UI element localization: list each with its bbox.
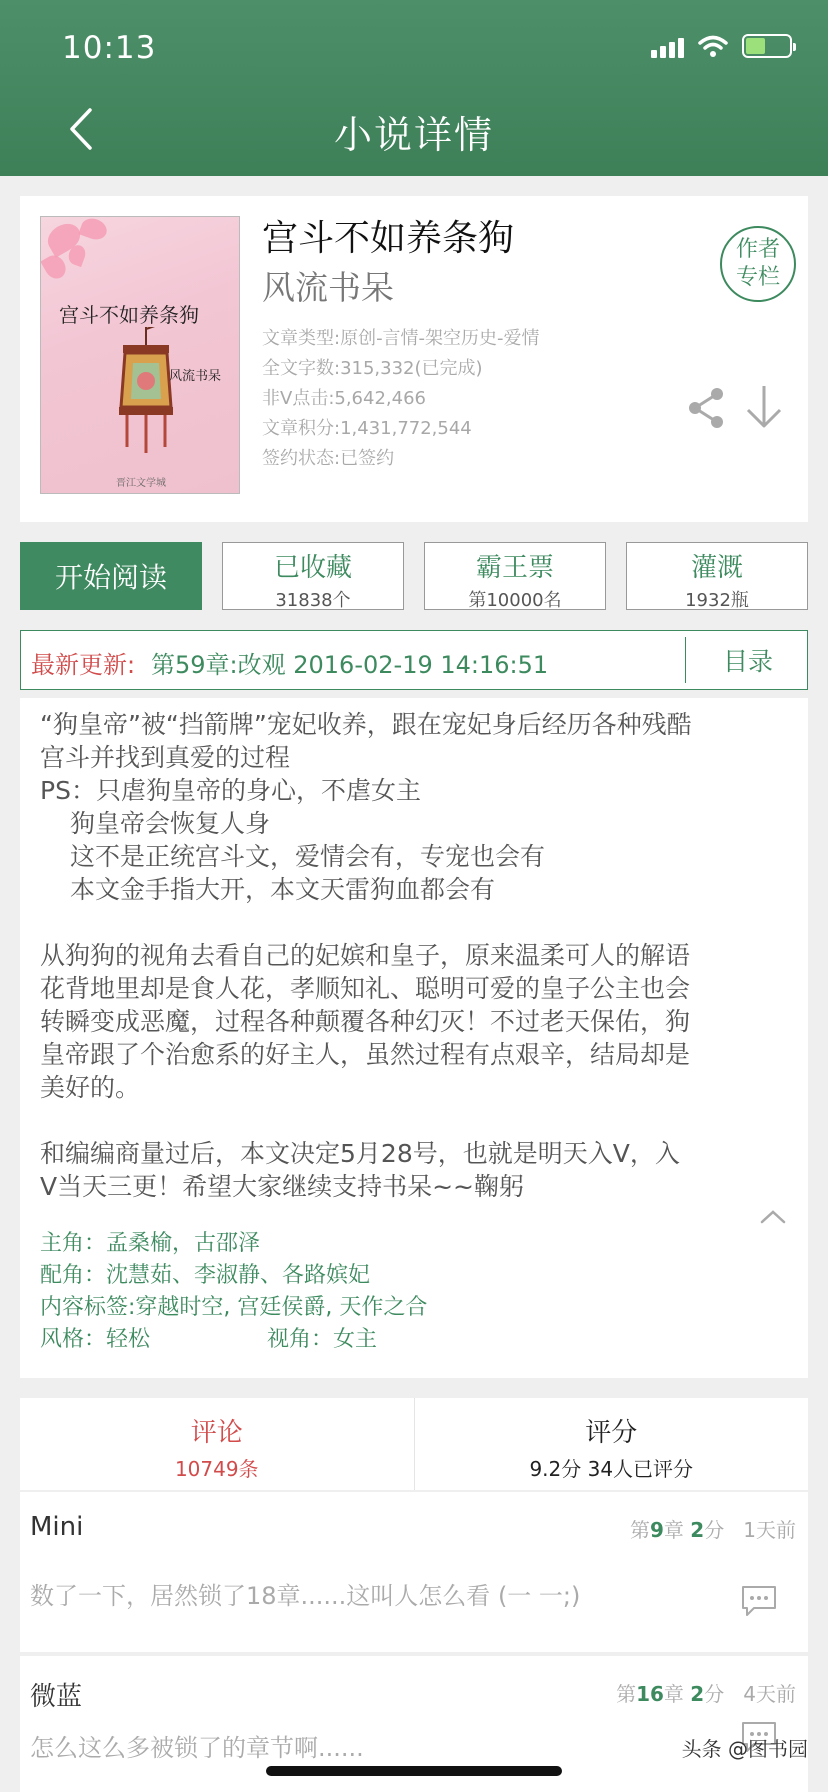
desc-line: 狗皇帝会恢复人身	[70, 809, 271, 838]
style: 风格：轻松	[40, 1327, 151, 1352]
desc-line: 本文金手指大开，本文天雷狗血都会有	[70, 875, 496, 904]
style-perspective-row	[40, 1324, 427, 1356]
divider	[685, 637, 686, 683]
desc-line: 这不是正统宫斗文，爱情会有，专宠也会有	[70, 842, 546, 871]
comment-time: 1天前	[743, 1518, 796, 1542]
favorite-button[interactable]	[222, 542, 404, 610]
favorite-count: 31838个	[275, 590, 351, 611]
latest-update-label: 最新更新:	[31, 651, 136, 679]
comment-meta: 第9章 2分 1天前	[629, 1518, 796, 1542]
tab-comments-label: 评论	[190, 1418, 243, 1448]
comment-text: 数了一下，居然锁了18章......这叫人怎么看 (一 一;)	[30, 1582, 581, 1610]
tab-comments-count: 10749条	[174, 1457, 259, 1481]
irrigate-label: 灌溉	[690, 553, 743, 583]
desc-line: 花背地里却是食人花，孝顺知礼、聪明可爱的皇子公主也会	[40, 974, 691, 1003]
meta-score: 文章积分:1,431,772,544	[262, 418, 472, 439]
desc-line: 和编编商量过后，本文决定5月28号，也就是明天入V，入	[40, 1139, 680, 1168]
comment-text: 怎么这么多被锁了的章节啊......	[30, 1734, 364, 1762]
protagonists: 主角：孟桑榆，古邵泽	[40, 1231, 261, 1256]
author-column-line2: 专栏	[735, 265, 780, 290]
comment-item[interactable]	[20, 1492, 808, 1652]
book-description	[20, 698, 808, 1378]
desc-line: V当天三更！希望大家继续支持书呆~~鞠躬	[40, 1172, 524, 1201]
perspective: 视角：女主	[267, 1327, 378, 1352]
desc-line: 转瞬变成恶魔，过程各种颠覆各种幻灭！不过老天保佑，狗	[40, 1007, 691, 1036]
reply-icon[interactable]	[740, 1584, 778, 1618]
favorite-label: 已收藏	[273, 553, 352, 583]
content-tags: 内容标签:穿越时空, 宫廷侯爵, 天作之合	[40, 1295, 428, 1320]
desc-line: “狗皇帝”被“挡箭牌”宠妃收养，跟在宠妃身后经历各种残酷	[40, 710, 692, 739]
comment-user[interactable]: 微蓝	[30, 1682, 83, 1712]
battery-icon	[742, 34, 792, 58]
book-cover[interactable]	[40, 216, 240, 494]
book-tags	[40, 1228, 427, 1356]
book-meta	[262, 324, 540, 474]
tab-rating-label: 评分	[585, 1418, 638, 1448]
share-icon[interactable]	[686, 386, 726, 430]
author-column-line1: 作者	[735, 237, 780, 262]
bawang-ticket-button[interactable]	[424, 542, 606, 610]
comment-time: 4天前	[743, 1682, 796, 1706]
book-title: 宫斗不如养条狗	[262, 218, 515, 259]
irrigate-count: 1932瓶	[685, 590, 749, 611]
signal-icon	[651, 34, 684, 58]
table-of-contents-button[interactable]: 目录	[722, 647, 773, 676]
download-icon[interactable]	[744, 382, 784, 432]
tab-rating[interactable]	[414, 1398, 809, 1490]
desc-line: 皇帝跟了个治愈系的好主人，虽然过程有点艰辛，结局却是	[40, 1040, 691, 1069]
page-title: 小说详情	[333, 113, 494, 157]
latest-update-bar	[20, 630, 808, 690]
top-bar	[0, 0, 828, 176]
tab-comments[interactable]	[20, 1398, 414, 1490]
bawang-label: 霸王票	[475, 553, 554, 583]
cover-publisher: 晋江文学城	[116, 478, 166, 489]
desc-line: PS：只虐狗皇帝的身心，不虐女主	[40, 776, 421, 805]
comment-rating-tabs	[20, 1398, 808, 1490]
author-column-button[interactable]	[720, 226, 796, 302]
meta-sign-status: 签约状态:已签约	[262, 448, 395, 469]
chevron-up-icon[interactable]	[758, 1206, 788, 1226]
comment-meta: 第16章 2分 4天前	[616, 1682, 796, 1706]
irrigate-button[interactable]	[626, 542, 808, 610]
wifi-icon	[698, 34, 728, 58]
desc-line: 从狗狗的视角去看自己的妃嫔和皇子，原来温柔可人的解语	[40, 941, 691, 970]
meta-type: 文章类型:原创-言情-架空历史-爱情	[262, 328, 540, 349]
desc-line: 宫斗并找到真爱的过程	[40, 743, 291, 772]
latest-chapter-link[interactable]: 第59章:改观 2016-02-19 14:16:51	[151, 651, 549, 679]
bawang-rank: 第10000名	[468, 590, 562, 611]
meta-clicks: 非V点击:5,642,466	[262, 388, 426, 409]
lantern-icon	[111, 327, 181, 457]
book-info-card	[20, 196, 808, 522]
meta-word-count: 全文字数:315,332(已完成)	[262, 358, 483, 379]
tab-rating-summary: 9.2分 34人已评分	[529, 1457, 694, 1481]
comment-user[interactable]: Mini	[30, 1512, 84, 1542]
watermark: 头条 @图书园	[681, 1737, 808, 1761]
cover-title: 宫斗不如养条狗	[59, 303, 199, 327]
status-time: 10:13	[62, 30, 157, 66]
desc-line: 美好的。	[40, 1073, 141, 1102]
home-indicator[interactable]	[266, 1766, 562, 1776]
supporting-roles: 配角：沈慧茹、李淑静、各路嫔妃	[40, 1263, 371, 1288]
start-reading-button[interactable]: 开始阅读	[20, 542, 202, 610]
cover-author: 风流书呆	[169, 369, 222, 384]
status-icons	[651, 34, 792, 58]
book-author[interactable]: 风流书呆	[262, 268, 394, 307]
